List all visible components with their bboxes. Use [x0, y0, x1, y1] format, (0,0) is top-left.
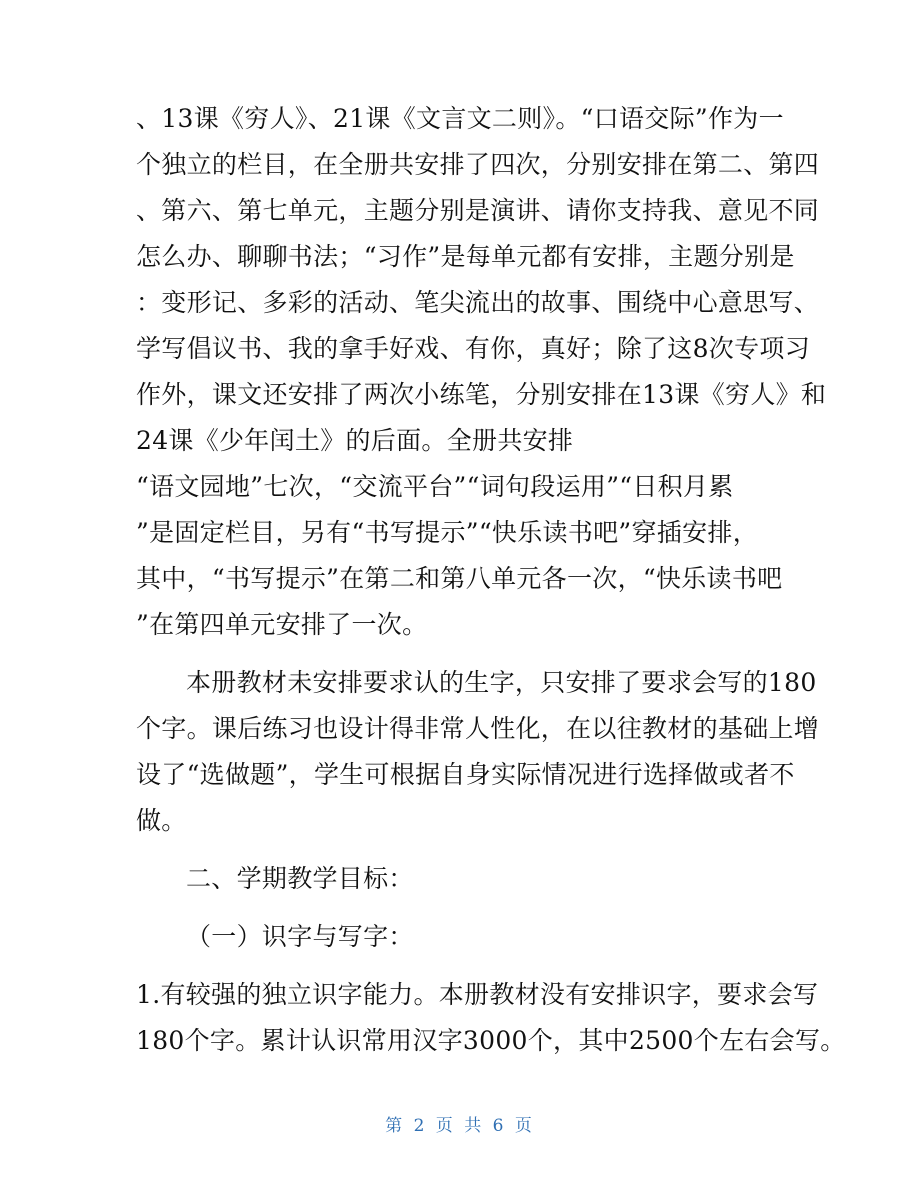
heading-line: （一）识字与写字：	[186, 922, 414, 951]
text-line: 学写倡议书、我的拿手好戏、有你，真好；除了这8次专项习	[136, 334, 811, 363]
text-line: 设了“选做题”，学生可根据自身实际情况进行选择做或者不	[136, 760, 795, 789]
text-line: ：变形记、多彩的活动、笔尖流出的故事、围绕中心意思写、	[136, 288, 820, 317]
paragraph-literacy-goal	[136, 972, 846, 1064]
section-heading-goals	[136, 856, 786, 902]
text-line: 、13课《穷人》、21课《文言文二则》。“口语交际”作为一	[136, 104, 784, 133]
text-line: 24课《少年闰土》的后面。全册共安排	[136, 426, 574, 455]
text-line: 做。	[136, 806, 187, 835]
text-line: 其中，“书写提示”在第二和第八单元各一次，“快乐读书吧	[136, 564, 783, 593]
text-line: 180个字。累计认识常用汉字3000个，其中2500个左右会写。	[136, 1026, 846, 1055]
text-line: “语文园地”七次，“交流平台”“词句段运用”“日积月累	[136, 472, 734, 501]
text-line: 个字。课后练习也设计得非常人性化，在以往教材的基础上增	[136, 714, 820, 743]
paragraph-curriculum-overview	[136, 96, 827, 648]
text-line: 作外，课文还安排了两次小练笔，分别安排在13课《穷人》和	[136, 380, 827, 409]
text-line: ”是固定栏目，另有“书写提示”“快乐读书吧”穿插安排，	[136, 518, 759, 547]
document-body	[136, 96, 846, 1064]
text-line: ”在第四单元安排了一次。	[136, 610, 428, 639]
text-line: 本册教材未安排要求认的生字，只安排了要求会写的180	[186, 668, 817, 697]
text-line: 、第六、第七单元，主题分别是演讲、请你支持我、意见不同	[136, 196, 820, 225]
text-line: 怎么办、聊聊书法；“习作”是每单元都有安排，主题分别是	[136, 242, 795, 271]
page-number-footer: 第 2 页 共 6 页	[385, 1116, 535, 1136]
text-line: 1.有较强的独立识字能力。本册教材没有安排识字，要求会写	[136, 980, 819, 1009]
text-line: 个独立的栏目，在全册共安排了四次，分别安排在第二、第四	[136, 150, 820, 179]
subsection-heading-literacy	[136, 914, 786, 960]
paragraph-characters	[136, 660, 820, 844]
heading-line: 二、学期教学目标：	[186, 864, 414, 893]
